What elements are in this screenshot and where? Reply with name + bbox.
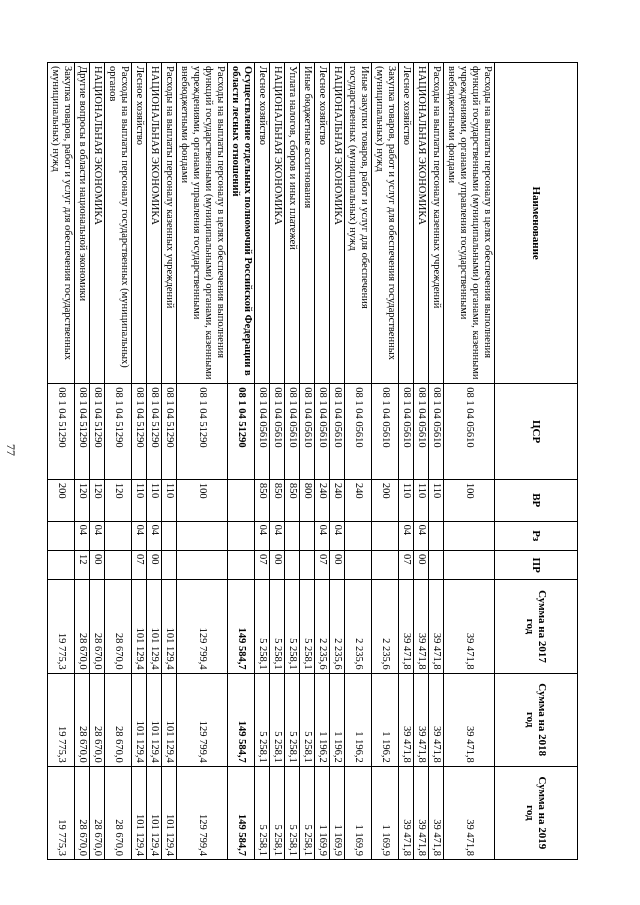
row-pr-cell — [300, 550, 315, 579]
table-body — [48, 63, 495, 860]
row-rz-cell: 04 — [414, 521, 429, 550]
row-sum-2017-cell: 101 129,4 — [147, 580, 162, 673]
table-row — [105, 63, 132, 860]
row-name-cell: НАЦИОНАЛЬНАЯ ЭКОНОМИКА — [414, 63, 429, 384]
row-pr-cell: 12 — [75, 550, 90, 579]
row-rz-cell: 04 — [315, 521, 330, 550]
header-rz: Рз — [495, 521, 578, 550]
row-sum-2019-cell: 39 471,8 — [399, 766, 414, 859]
row-sum-2017-cell: 129 799,4 — [177, 580, 228, 673]
row-csr-cell: 08 1 04 05610 — [372, 384, 399, 480]
table-row — [315, 63, 330, 860]
table-row — [162, 63, 177, 860]
row-vr-cell: 100 — [177, 479, 228, 521]
row-pr-cell — [48, 550, 75, 579]
table-row — [345, 63, 372, 860]
row-pr-cell — [444, 550, 495, 579]
table-row — [270, 63, 285, 860]
row-csr-cell: 08 1 04 05610 — [300, 384, 315, 480]
header-pr: ПР — [495, 550, 578, 579]
row-sum-2018-cell: 5 258,1 — [255, 673, 270, 766]
row-sum-2018-cell: 1 196,2 — [315, 673, 330, 766]
table-row — [147, 63, 162, 860]
row-sum-2017-cell: 5 258,1 — [285, 580, 300, 673]
row-name-cell: Уплата налогов, сборов и иных платежей — [285, 63, 300, 384]
row-vr-cell: 110 — [429, 479, 444, 521]
row-csr-cell: 08 1 04 51290 — [48, 384, 75, 480]
row-sum-2017-cell: 2 235,6 — [345, 580, 372, 673]
row-rz-cell — [162, 521, 177, 550]
row-sum-2018-cell: 149 584,7 — [228, 673, 255, 766]
row-sum-2019-cell: 5 258,1 — [255, 766, 270, 859]
row-sum-2019-cell: 28 670,0 — [105, 766, 132, 859]
row-vr-cell: 240 — [345, 479, 372, 521]
row-csr-cell: 08 1 04 05610 — [444, 384, 495, 480]
row-name-cell: Расходы на выплаты персоналу казенных учреждений — [162, 63, 177, 384]
row-csr-cell: 08 1 04 51290 — [90, 384, 105, 480]
row-vr-cell: 240 — [315, 479, 330, 521]
row-name-cell: Закупка товаров, работ и услуг для обеспечения государственных (муниципальных) нужд — [48, 63, 75, 384]
row-sum-2018-cell: 129 799,4 — [177, 673, 228, 766]
table-row — [285, 63, 300, 860]
row-csr-cell: 08 1 04 05610 — [285, 384, 300, 480]
row-csr-cell: 08 1 04 05610 — [255, 384, 270, 480]
row-sum-2018-cell: 101 129,4 — [162, 673, 177, 766]
row-pr-cell: 07 — [399, 550, 414, 579]
row-csr-cell: 08 1 04 05610 — [330, 384, 345, 480]
table-row — [330, 63, 345, 860]
row-rz-cell — [105, 521, 132, 550]
row-sum-2019-cell: 39 471,8 — [444, 766, 495, 859]
row-sum-2019-cell: 5 258,1 — [300, 766, 315, 859]
row-rz-cell: 04 — [90, 521, 105, 550]
row-sum-2017-cell: 2 235,6 — [330, 580, 345, 673]
row-sum-2019-cell: 129 799,4 — [177, 766, 228, 859]
row-name-cell: Иные закупки товаров, работ и услуг для обеспечения государственных (муниципальных) нужд — [345, 63, 372, 384]
row-csr-cell: 08 1 04 51290 — [132, 384, 147, 480]
row-name-cell: Расходы на выплаты персоналу в целях обеспечения выполнения функций государственными (муниципальными) органами, казенными учреждениями, органами управления государственными внебюджетными фондами — [444, 63, 495, 384]
budget-table — [47, 62, 578, 860]
row-vr-cell: 110 — [132, 479, 147, 521]
row-name-cell: Другие вопросы в области национальной экономики — [75, 63, 90, 384]
row-sum-2019-cell: 5 258,1 — [285, 766, 300, 859]
row-name-cell: Иные бюджетные ассигнования — [300, 63, 315, 384]
row-rz-cell: 04 — [270, 521, 285, 550]
row-vr-cell: 850 — [270, 479, 285, 521]
row-rz-cell — [300, 521, 315, 550]
row-rz-cell — [285, 521, 300, 550]
row-sum-2018-cell: 39 471,8 — [444, 673, 495, 766]
header-sum-2017: Сумма на 2017 год — [495, 580, 578, 673]
row-sum-2019-cell: 1 169,9 — [372, 766, 399, 859]
row-pr-cell — [345, 550, 372, 579]
row-sum-2018-cell: 19 775,3 — [48, 673, 75, 766]
row-rz-cell — [372, 521, 399, 550]
row-vr-cell: 200 — [48, 479, 75, 521]
row-sum-2019-cell: 101 129,4 — [147, 766, 162, 859]
row-pr-cell: 00 — [147, 550, 162, 579]
row-rz-cell — [444, 521, 495, 550]
header-name: Наименование — [495, 63, 578, 384]
row-vr-cell: 110 — [147, 479, 162, 521]
row-rz-cell: 04 — [330, 521, 345, 550]
row-csr-cell: 08 1 04 51290 — [177, 384, 228, 480]
header-sum-2018: Сумма на 2018 год — [495, 673, 578, 766]
row-pr-cell: 07 — [315, 550, 330, 579]
row-sum-2018-cell: 28 670,0 — [105, 673, 132, 766]
row-sum-2017-cell: 28 670,0 — [75, 580, 90, 673]
table-row — [429, 63, 444, 860]
row-rz-cell — [345, 521, 372, 550]
row-sum-2017-cell: 39 471,8 — [429, 580, 444, 673]
row-sum-2019-cell: 101 129,4 — [132, 766, 147, 859]
row-vr-cell: 110 — [162, 479, 177, 521]
row-vr-cell: 120 — [75, 479, 90, 521]
row-vr-cell: 120 — [90, 479, 105, 521]
row-csr-cell: 08 1 04 05610 — [270, 384, 285, 480]
row-vr-cell — [228, 479, 255, 521]
row-sum-2019-cell: 39 471,8 — [414, 766, 429, 859]
row-sum-2019-cell: 19 775,3 — [48, 766, 75, 859]
page-number: 77 — [4, 444, 18, 456]
row-sum-2017-cell: 39 471,8 — [399, 580, 414, 673]
table-row — [75, 63, 90, 860]
row-rz-cell: 04 — [132, 521, 147, 550]
row-csr-cell: 08 1 04 05610 — [345, 384, 372, 480]
row-pr-cell: 00 — [270, 550, 285, 579]
row-sum-2019-cell: 149 584,7 — [228, 766, 255, 859]
row-pr-cell: 07 — [255, 550, 270, 579]
header-vr: ВР — [495, 479, 578, 521]
row-sum-2019-cell: 1 169,9 — [315, 766, 330, 859]
row-sum-2019-cell: 39 471,8 — [429, 766, 444, 859]
row-pr-cell — [285, 550, 300, 579]
row-vr-cell: 200 — [372, 479, 399, 521]
table-row — [444, 63, 495, 860]
table-row — [177, 63, 228, 860]
row-sum-2019-cell: 28 670,0 — [75, 766, 90, 859]
row-sum-2019-cell: 5 258,1 — [270, 766, 285, 859]
row-sum-2017-cell: 149 584,7 — [228, 580, 255, 673]
row-csr-cell: 08 1 04 51290 — [162, 384, 177, 480]
row-name-cell: Осуществление отдельных полномочий Российской Федерации в области лесных отношений — [228, 63, 255, 384]
row-name-cell: Лесное хозяйство — [132, 63, 147, 384]
row-sum-2018-cell: 101 129,4 — [147, 673, 162, 766]
row-sum-2018-cell: 5 258,1 — [285, 673, 300, 766]
row-rz-cell — [429, 521, 444, 550]
table-row — [399, 63, 414, 860]
row-sum-2017-cell: 5 258,1 — [255, 580, 270, 673]
row-name-cell: НАЦИОНАЛЬНАЯ ЭКОНОМИКА — [147, 63, 162, 384]
row-pr-cell: 00 — [90, 550, 105, 579]
budget-table-container — [50, 62, 578, 860]
row-vr-cell: 800 — [300, 479, 315, 521]
row-rz-cell: 04 — [147, 521, 162, 550]
table-row — [300, 63, 315, 860]
row-sum-2017-cell: 39 471,8 — [414, 580, 429, 673]
row-rz-cell — [228, 521, 255, 550]
row-sum-2017-cell: 39 471,8 — [444, 580, 495, 673]
table-row — [255, 63, 270, 860]
row-sum-2019-cell: 1 169,9 — [330, 766, 345, 859]
header-csr: ЦСР — [495, 384, 578, 480]
row-pr-cell: 00 — [330, 550, 345, 579]
row-csr-cell: 08 1 04 05610 — [429, 384, 444, 480]
row-rz-cell: 04 — [75, 521, 90, 550]
row-pr-cell — [177, 550, 228, 579]
row-pr-cell — [228, 550, 255, 579]
row-csr-cell: 08 1 04 05610 — [315, 384, 330, 480]
table-row — [90, 63, 105, 860]
row-sum-2018-cell: 28 670,0 — [90, 673, 105, 766]
row-name-cell: Лесное хозяйство — [255, 63, 270, 384]
row-sum-2017-cell: 28 670,0 — [90, 580, 105, 673]
row-sum-2018-cell: 39 471,8 — [429, 673, 444, 766]
row-sum-2019-cell: 101 129,4 — [162, 766, 177, 859]
row-sum-2019-cell: 1 169,9 — [345, 766, 372, 859]
table-row — [228, 63, 255, 860]
row-vr-cell: 110 — [399, 479, 414, 521]
row-vr-cell: 100 — [444, 479, 495, 521]
row-vr-cell: 850 — [285, 479, 300, 521]
row-name-cell: Расходы на выплаты персоналу в целях обеспечения выполнения функций государственными (муниципальными) органами, казенными учреждениями, органами управления государственными внебюджетными фондами — [177, 63, 228, 384]
row-sum-2017-cell: 5 258,1 — [300, 580, 315, 673]
row-sum-2018-cell: 39 471,8 — [399, 673, 414, 766]
row-vr-cell: 110 — [414, 479, 429, 521]
row-csr-cell: 08 1 04 05610 — [414, 384, 429, 480]
row-csr-cell: 08 1 04 51290 — [147, 384, 162, 480]
table-row — [372, 63, 399, 860]
row-name-cell: Лесное хозяйство — [315, 63, 330, 384]
row-rz-cell — [48, 521, 75, 550]
row-pr-cell — [372, 550, 399, 579]
row-sum-2018-cell: 1 196,2 — [372, 673, 399, 766]
row-name-cell: НАЦИОНАЛЬНАЯ ЭКОНОМИКА — [330, 63, 345, 384]
row-csr-cell: 08 1 04 51290 — [105, 384, 132, 480]
row-sum-2017-cell: 2 235,6 — [372, 580, 399, 673]
row-sum-2018-cell: 1 196,2 — [345, 673, 372, 766]
row-csr-cell: 08 1 04 51290 — [75, 384, 90, 480]
row-name-cell: Расходы на выплаты персоналу государственных (муниципальных) органов — [105, 63, 132, 384]
row-csr-cell: 08 1 04 51290 — [228, 384, 255, 480]
row-name-cell: НАЦИОНАЛЬНАЯ ЭКОНОМИКА — [270, 63, 285, 384]
row-csr-cell: 08 1 04 05610 — [399, 384, 414, 480]
row-rz-cell: 04 — [399, 521, 414, 550]
row-sum-2018-cell: 1 196,2 — [330, 673, 345, 766]
row-pr-cell — [429, 550, 444, 579]
row-name-cell: Расходы на выплаты персоналу казенных учреждений — [429, 63, 444, 384]
table-row — [48, 63, 75, 860]
row-pr-cell — [105, 550, 132, 579]
row-sum-2018-cell: 101 129,4 — [132, 673, 147, 766]
row-pr-cell — [162, 550, 177, 579]
row-name-cell: Лесное хозяйство — [399, 63, 414, 384]
row-sum-2017-cell: 101 129,4 — [162, 580, 177, 673]
row-sum-2017-cell: 101 129,4 — [132, 580, 147, 673]
row-vr-cell: 850 — [255, 479, 270, 521]
row-vr-cell: 240 — [330, 479, 345, 521]
row-name-cell: Закупка товаров, работ и услуг для обеспечения государственных (муниципальных) нужд — [372, 63, 399, 384]
header-sum-2019: Сумма на 2019 год — [495, 766, 578, 859]
row-sum-2017-cell: 2 235,6 — [315, 580, 330, 673]
row-pr-cell: 00 — [414, 550, 429, 579]
table-header-row — [495, 63, 578, 860]
row-vr-cell: 120 — [105, 479, 132, 521]
table-row — [132, 63, 147, 860]
row-pr-cell: 07 — [132, 550, 147, 579]
row-rz-cell — [177, 521, 228, 550]
row-name-cell: НАЦИОНАЛЬНАЯ ЭКОНОМИКА — [90, 63, 105, 384]
row-sum-2018-cell: 5 258,1 — [300, 673, 315, 766]
row-rz-cell: 04 — [255, 521, 270, 550]
row-sum-2017-cell: 19 775,3 — [48, 580, 75, 673]
row-sum-2019-cell: 28 670,0 — [90, 766, 105, 859]
row-sum-2018-cell: 28 670,0 — [75, 673, 90, 766]
table-row — [414, 63, 429, 860]
row-sum-2017-cell: 28 670,0 — [105, 580, 132, 673]
row-sum-2017-cell: 5 258,1 — [270, 580, 285, 673]
row-sum-2018-cell: 5 258,1 — [270, 673, 285, 766]
row-sum-2018-cell: 39 471,8 — [414, 673, 429, 766]
